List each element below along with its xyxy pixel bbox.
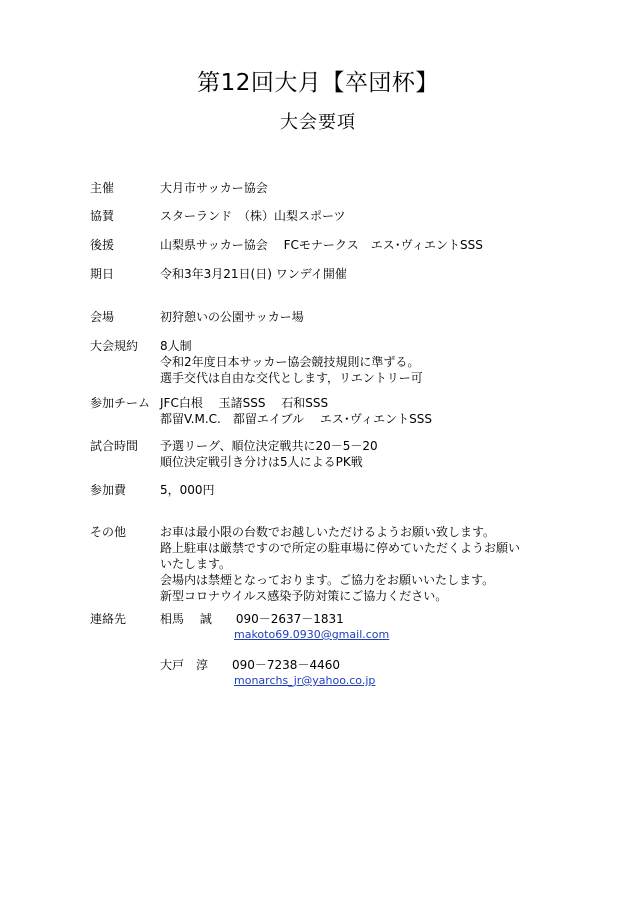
item-label: 期日 [90, 267, 115, 281]
value-line: 山梨県サッカー協会 FCモナークス エス･ヴィエントSSS [160, 238, 483, 252]
value-line: 会場内は禁煙となっております。ご協力をお願いいたします。 [160, 573, 495, 587]
item-label: 主催 [90, 181, 115, 195]
contact-email-link[interactable]: makoto69.0930@gmail.com [234, 628, 390, 641]
value-line: 順位決定戦引き分けは5人によるPK戦 [160, 455, 363, 469]
value-line: 新型コロナウイルス感染予防対策にご協力ください。 [160, 589, 448, 603]
item-value [160, 309, 520, 325]
item-value [160, 237, 520, 253]
value-line: JFC白根 玉諸SSS 石和SSS [160, 396, 329, 410]
value-line: 選手交代は自由な交代とします，リエントリー可 [160, 371, 423, 385]
value-line: お車は最小限の台数でお越しいただけるようお願い致します。 [160, 525, 496, 539]
value-line: 初狩憩いの公園サッカー場 [160, 310, 304, 324]
value-line: 令和2年度日本サッカー協会競技規則に準ずる。 [160, 355, 420, 369]
item-label: 後援 [90, 238, 115, 252]
item-value [160, 524, 560, 604]
item-value [160, 438, 520, 470]
value-line: 予選リーグ、順位決定戦共に20－5－20 [160, 439, 378, 453]
item-label: その他 [90, 525, 127, 539]
value-line: 令和3年3月21日(日) ワンデイ開催 [160, 267, 347, 281]
item-label: 連絡先 [90, 612, 127, 626]
contact-person: 大戸 淳 090－7238－4460 [160, 658, 340, 672]
value-line: 8人制 [160, 339, 192, 353]
item-value [160, 266, 520, 282]
item-value [160, 180, 520, 196]
document-subtitle: 大会要項 [280, 112, 356, 133]
item-value [160, 208, 520, 224]
item-label: 協賛 [90, 209, 115, 223]
item-value [160, 338, 520, 386]
contact-person: 相馬 誠 090－2637－1831 [160, 612, 344, 626]
item-value [160, 611, 520, 689]
value-line: 大月市サッカー協会 [160, 181, 268, 195]
value-line: 都留V.M.C. 都留エイブル エス･ヴィエントSSS [160, 412, 432, 426]
item-label: 大会規約 [90, 339, 139, 353]
item-value [160, 395, 520, 427]
item-label: 参加チーム [90, 396, 151, 410]
contact-email-link[interactable]: monarchs_jr@yahoo.co.jp [234, 674, 376, 687]
value-line: いたします。 [160, 557, 232, 571]
document-title: 第12回大月【卒団杯】 [197, 70, 439, 96]
item-value [160, 482, 520, 498]
value-line: スターランド （株）山梨スポーツ [160, 209, 346, 223]
value-line: 5，000円 [160, 483, 215, 497]
item-label: 試合時間 [90, 439, 139, 453]
item-label: 参加費 [90, 483, 127, 497]
item-label: 会場 [90, 310, 115, 324]
value-line: 路上駐車は厳禁ですので所定の駐車場に停めていただくようお願い [160, 541, 521, 555]
